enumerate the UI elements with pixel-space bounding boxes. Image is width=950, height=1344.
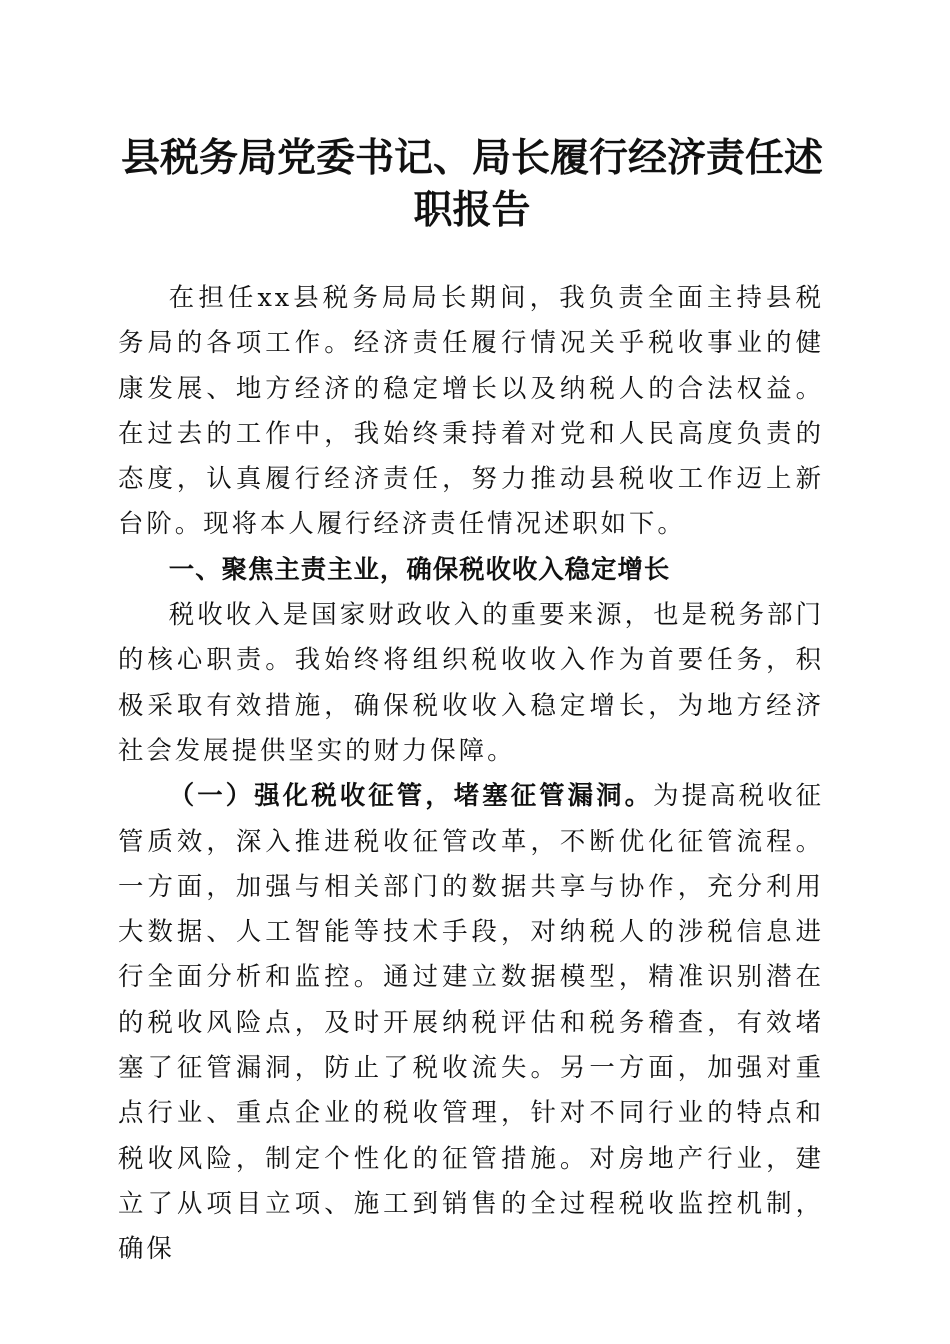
document-body xyxy=(118,275,824,1272)
section-heading-1: 一、聚焦主责主业，确保税收收入稳定增长 xyxy=(168,553,671,584)
document-title: 县税务局党委书记、局长履行经济责任述职报告 xyxy=(120,135,823,233)
subsection-1-paragraph xyxy=(118,773,824,1271)
subsection-1-body: 为提高税收征管质效，深入推进税收征管改革，不断优化征管流程。一方面，加强与相关部门的数据共享与协作，充分利用大数据、人工智能等技术手段，对纳税人的涉税信息进行全面分析和监控。通过建立数据模型，精准识别潜在的税收风险点，及时开展纳税评估和税务稽查，有效堵塞了征管漏洞，防止了税收流失。另一方面，加强对重点行业、重点企业的税收管理，针对不同行业的特点和税收风险，制定个性化的征管措施。对房地产行业，建立了从项目立项、施工到销售的全过程税收监控机制，确保 xyxy=(118,780,825,1264)
subsection-1-lead: （一）强化税收征管，堵塞征管漏洞。 xyxy=(168,780,654,811)
intro-paragraph: 在担任xx县税务局局长期间，我负责全面主持县税务局的各项工作。经济责任履行情况关乎税收事业的健康发展、地方经济的稳定增长以及纳税人的合法权益。在过去的工作中，我始终秉持着对党和人民高度负责的态度，认真履行经济责任，努力推动县税收工作迈上新台阶。现将本人履行经济责任情况述职如下。 xyxy=(118,282,824,539)
section-1-paragraph: 税收收入是国家财政收入的重要来源，也是税务部门的核心职责。我始终将组织税收收入作为首要任务，积极采取有效措施，确保税收收入稳定增长，为地方经济社会发展提供坚实的财力保障。 xyxy=(118,599,824,765)
